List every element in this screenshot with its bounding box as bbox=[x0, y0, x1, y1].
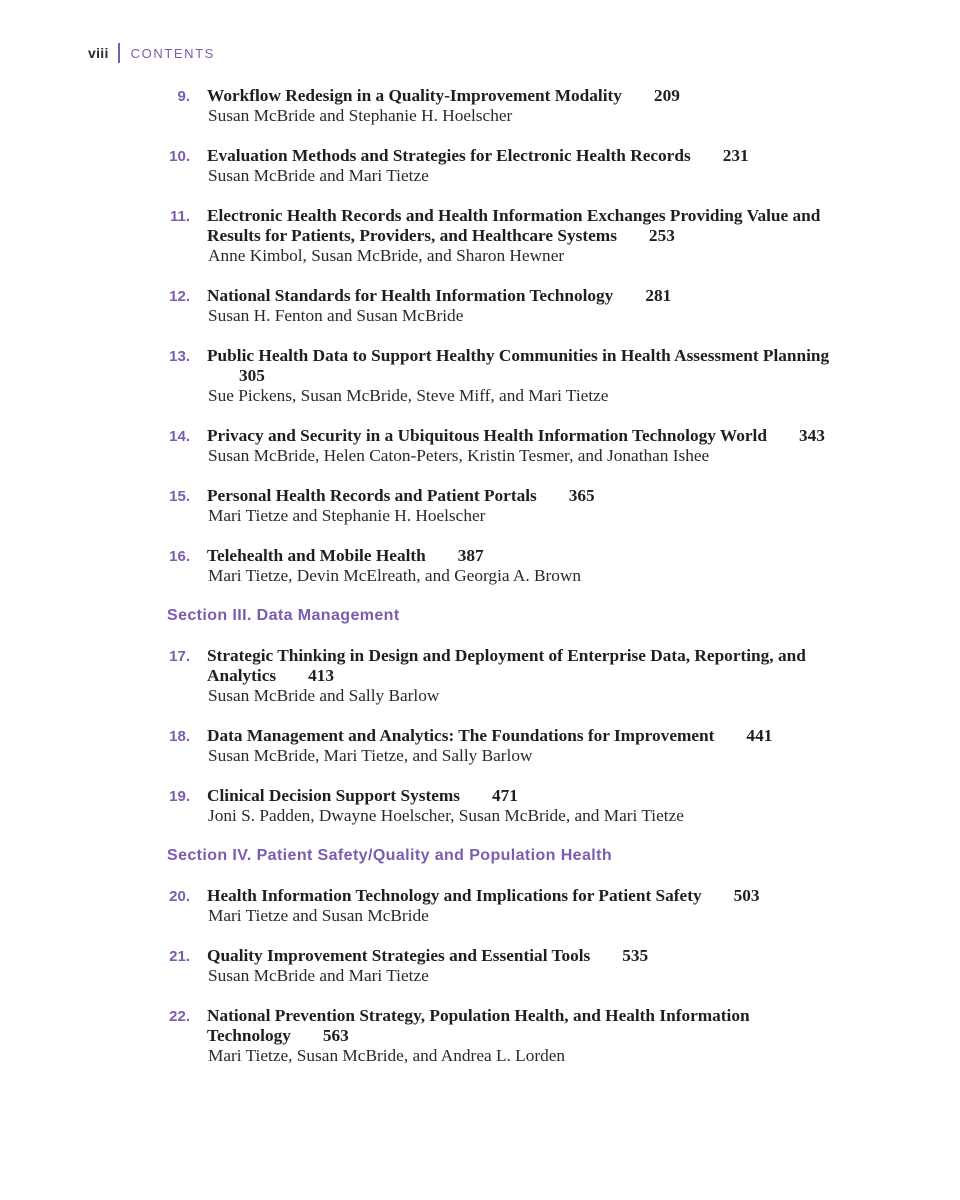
chapter-title: Personal Health Records and Patient Portals bbox=[207, 486, 537, 505]
chapter-authors: Susan McBride and Mari Tietze bbox=[208, 966, 429, 985]
chapter-title: Data Management and Analytics: The Foundations for Improvement bbox=[207, 726, 715, 745]
chapter-page-number: 305 bbox=[239, 366, 265, 385]
chapter-page-number: 535 bbox=[622, 946, 649, 965]
toc-entry[interactable] bbox=[0, 726, 960, 766]
header-divider bbox=[118, 43, 120, 63]
chapter-title-line bbox=[207, 726, 837, 746]
toc-entry[interactable] bbox=[0, 886, 960, 926]
toc-entry[interactable] bbox=[0, 86, 960, 126]
chapter-title: National Prevention Strategy, Population Health, and Health Information Technology bbox=[207, 1006, 750, 1045]
section-heading: Section III. Data Management bbox=[167, 607, 400, 624]
section-heading: Section IV. Patient Safety/Quality and Population Health bbox=[167, 847, 613, 864]
toc-entry[interactable] bbox=[0, 1006, 960, 1066]
chapter-authors: Susan McBride and Sally Barlow bbox=[208, 686, 440, 705]
chapter-title: Telehealth and Mobile Health bbox=[207, 546, 426, 565]
page-number: viii bbox=[88, 45, 109, 61]
chapter-authors: Sue Pickens, Susan McBride, Steve Miff, and Mari Tietze bbox=[208, 386, 609, 405]
chapter-title: Privacy and Security in a Ubiquitous Health Information Technology World bbox=[207, 426, 767, 445]
chapter-title-line bbox=[207, 646, 837, 686]
chapter-number: 16. bbox=[169, 548, 190, 565]
chapter-authors: Mari Tietze, Susan McBride, and Andrea L. Lorden bbox=[208, 1046, 566, 1065]
chapter-title-line bbox=[207, 86, 837, 106]
chapter-number: 13. bbox=[169, 348, 190, 365]
chapter-authors: Joni S. Padden, Dwayne Hoelscher, Susan McBride, and Mari Tietze bbox=[208, 806, 684, 825]
chapter-title-line bbox=[207, 546, 837, 566]
chapter-page-number: 563 bbox=[322, 1026, 349, 1045]
chapter-title: Workflow Redesign in a Quality-Improvement Modality bbox=[207, 86, 622, 105]
chapter-page-number: 231 bbox=[722, 146, 749, 165]
running-head bbox=[88, 42, 215, 64]
chapter-title-line bbox=[207, 786, 837, 806]
chapter-title-line bbox=[207, 426, 837, 446]
chapter-title-line bbox=[207, 886, 837, 906]
chapter-title-line bbox=[207, 206, 837, 246]
chapter-page-number: 503 bbox=[733, 886, 760, 905]
toc-entry[interactable] bbox=[0, 786, 960, 826]
chapter-authors: Susan McBride, Mari Tietze, and Sally Barlow bbox=[208, 746, 533, 765]
chapter-title: Evaluation Methods and Strategies for Electronic Health Records bbox=[207, 146, 691, 165]
chapter-number: 19. bbox=[169, 788, 190, 805]
chapter-title: Public Health Data to Support Healthy Communities in Health Assessment Planning bbox=[207, 346, 830, 365]
chapter-title-line bbox=[207, 346, 837, 386]
chapter-title: Health Information Technology and Implications for Patient Safety bbox=[207, 886, 702, 905]
toc-entry[interactable] bbox=[0, 346, 960, 406]
chapter-page-number: 441 bbox=[746, 726, 773, 745]
chapter-number: 20. bbox=[169, 888, 190, 905]
chapter-number: 12. bbox=[169, 288, 190, 305]
toc-entry[interactable] bbox=[0, 146, 960, 186]
chapter-authors: Mari Tietze, Devin McElreath, and Georgia A. Brown bbox=[208, 566, 582, 585]
chapter-authors: Susan H. Fenton and Susan McBride bbox=[208, 306, 464, 325]
chapter-number: 15. bbox=[169, 488, 190, 505]
toc-entry[interactable] bbox=[0, 646, 960, 706]
toc-entry[interactable] bbox=[0, 286, 960, 326]
chapter-title-line bbox=[207, 286, 837, 306]
chapter-number: 9. bbox=[177, 88, 190, 105]
chapter-title: National Standards for Health Information Technology bbox=[207, 286, 614, 305]
chapter-authors: Susan McBride and Stephanie H. Hoelscher bbox=[208, 106, 513, 125]
chapter-page-number: 365 bbox=[568, 486, 595, 505]
chapter-authors: Mari Tietze and Stephanie H. Hoelscher bbox=[208, 506, 486, 525]
chapter-number: 17. bbox=[169, 648, 190, 665]
chapter-title-line bbox=[207, 146, 837, 166]
toc-entry[interactable] bbox=[0, 426, 960, 466]
running-head-label: CONTENTS bbox=[130, 45, 215, 61]
chapter-title: Electronic Health Records and Health Information Exchanges Providing Value and Results for Patients, Providers, and Healthcare Systems bbox=[207, 206, 821, 245]
chapter-number: 22. bbox=[169, 1008, 190, 1025]
chapter-title: Strategic Thinking in Design and Deployment of Enterprise Data, Reporting, and Analytics bbox=[207, 646, 806, 685]
toc-entry[interactable] bbox=[0, 946, 960, 986]
chapter-title: Quality Improvement Strategies and Essential Tools bbox=[207, 946, 591, 965]
chapter-number: 11. bbox=[169, 208, 190, 225]
chapter-title: Clinical Decision Support Systems bbox=[207, 786, 460, 805]
chapter-authors: Mari Tietze and Susan McBride bbox=[208, 906, 429, 925]
chapter-page-number: 253 bbox=[648, 226, 675, 245]
chapter-page-number: 413 bbox=[308, 666, 335, 685]
toc-entry[interactable] bbox=[0, 206, 960, 266]
chapter-page-number: 281 bbox=[645, 286, 672, 305]
chapter-title-line bbox=[207, 1006, 837, 1046]
toc-entry[interactable] bbox=[0, 486, 960, 526]
chapter-number: 14. bbox=[169, 428, 190, 445]
chapter-number: 10. bbox=[169, 148, 190, 165]
chapter-title-line bbox=[207, 486, 837, 506]
chapter-title-line bbox=[207, 946, 837, 966]
chapter-page-number: 471 bbox=[492, 786, 518, 805]
chapter-authors: Susan McBride and Mari Tietze bbox=[208, 166, 429, 185]
chapter-number: 21. bbox=[169, 948, 190, 965]
chapter-number: 18. bbox=[169, 728, 190, 745]
chapter-page-number: 387 bbox=[457, 546, 484, 565]
chapter-authors: Susan McBride, Helen Caton-Peters, Kristin Tesmer, and Jonathan Ishee bbox=[208, 446, 710, 465]
chapter-page-number: 343 bbox=[798, 426, 825, 445]
toc-entry[interactable] bbox=[0, 546, 960, 586]
table-of-contents bbox=[0, 86, 960, 1086]
chapter-authors: Anne Kimbol, Susan McBride, and Sharon Hewner bbox=[208, 246, 565, 265]
chapter-page-number: 209 bbox=[653, 86, 680, 105]
